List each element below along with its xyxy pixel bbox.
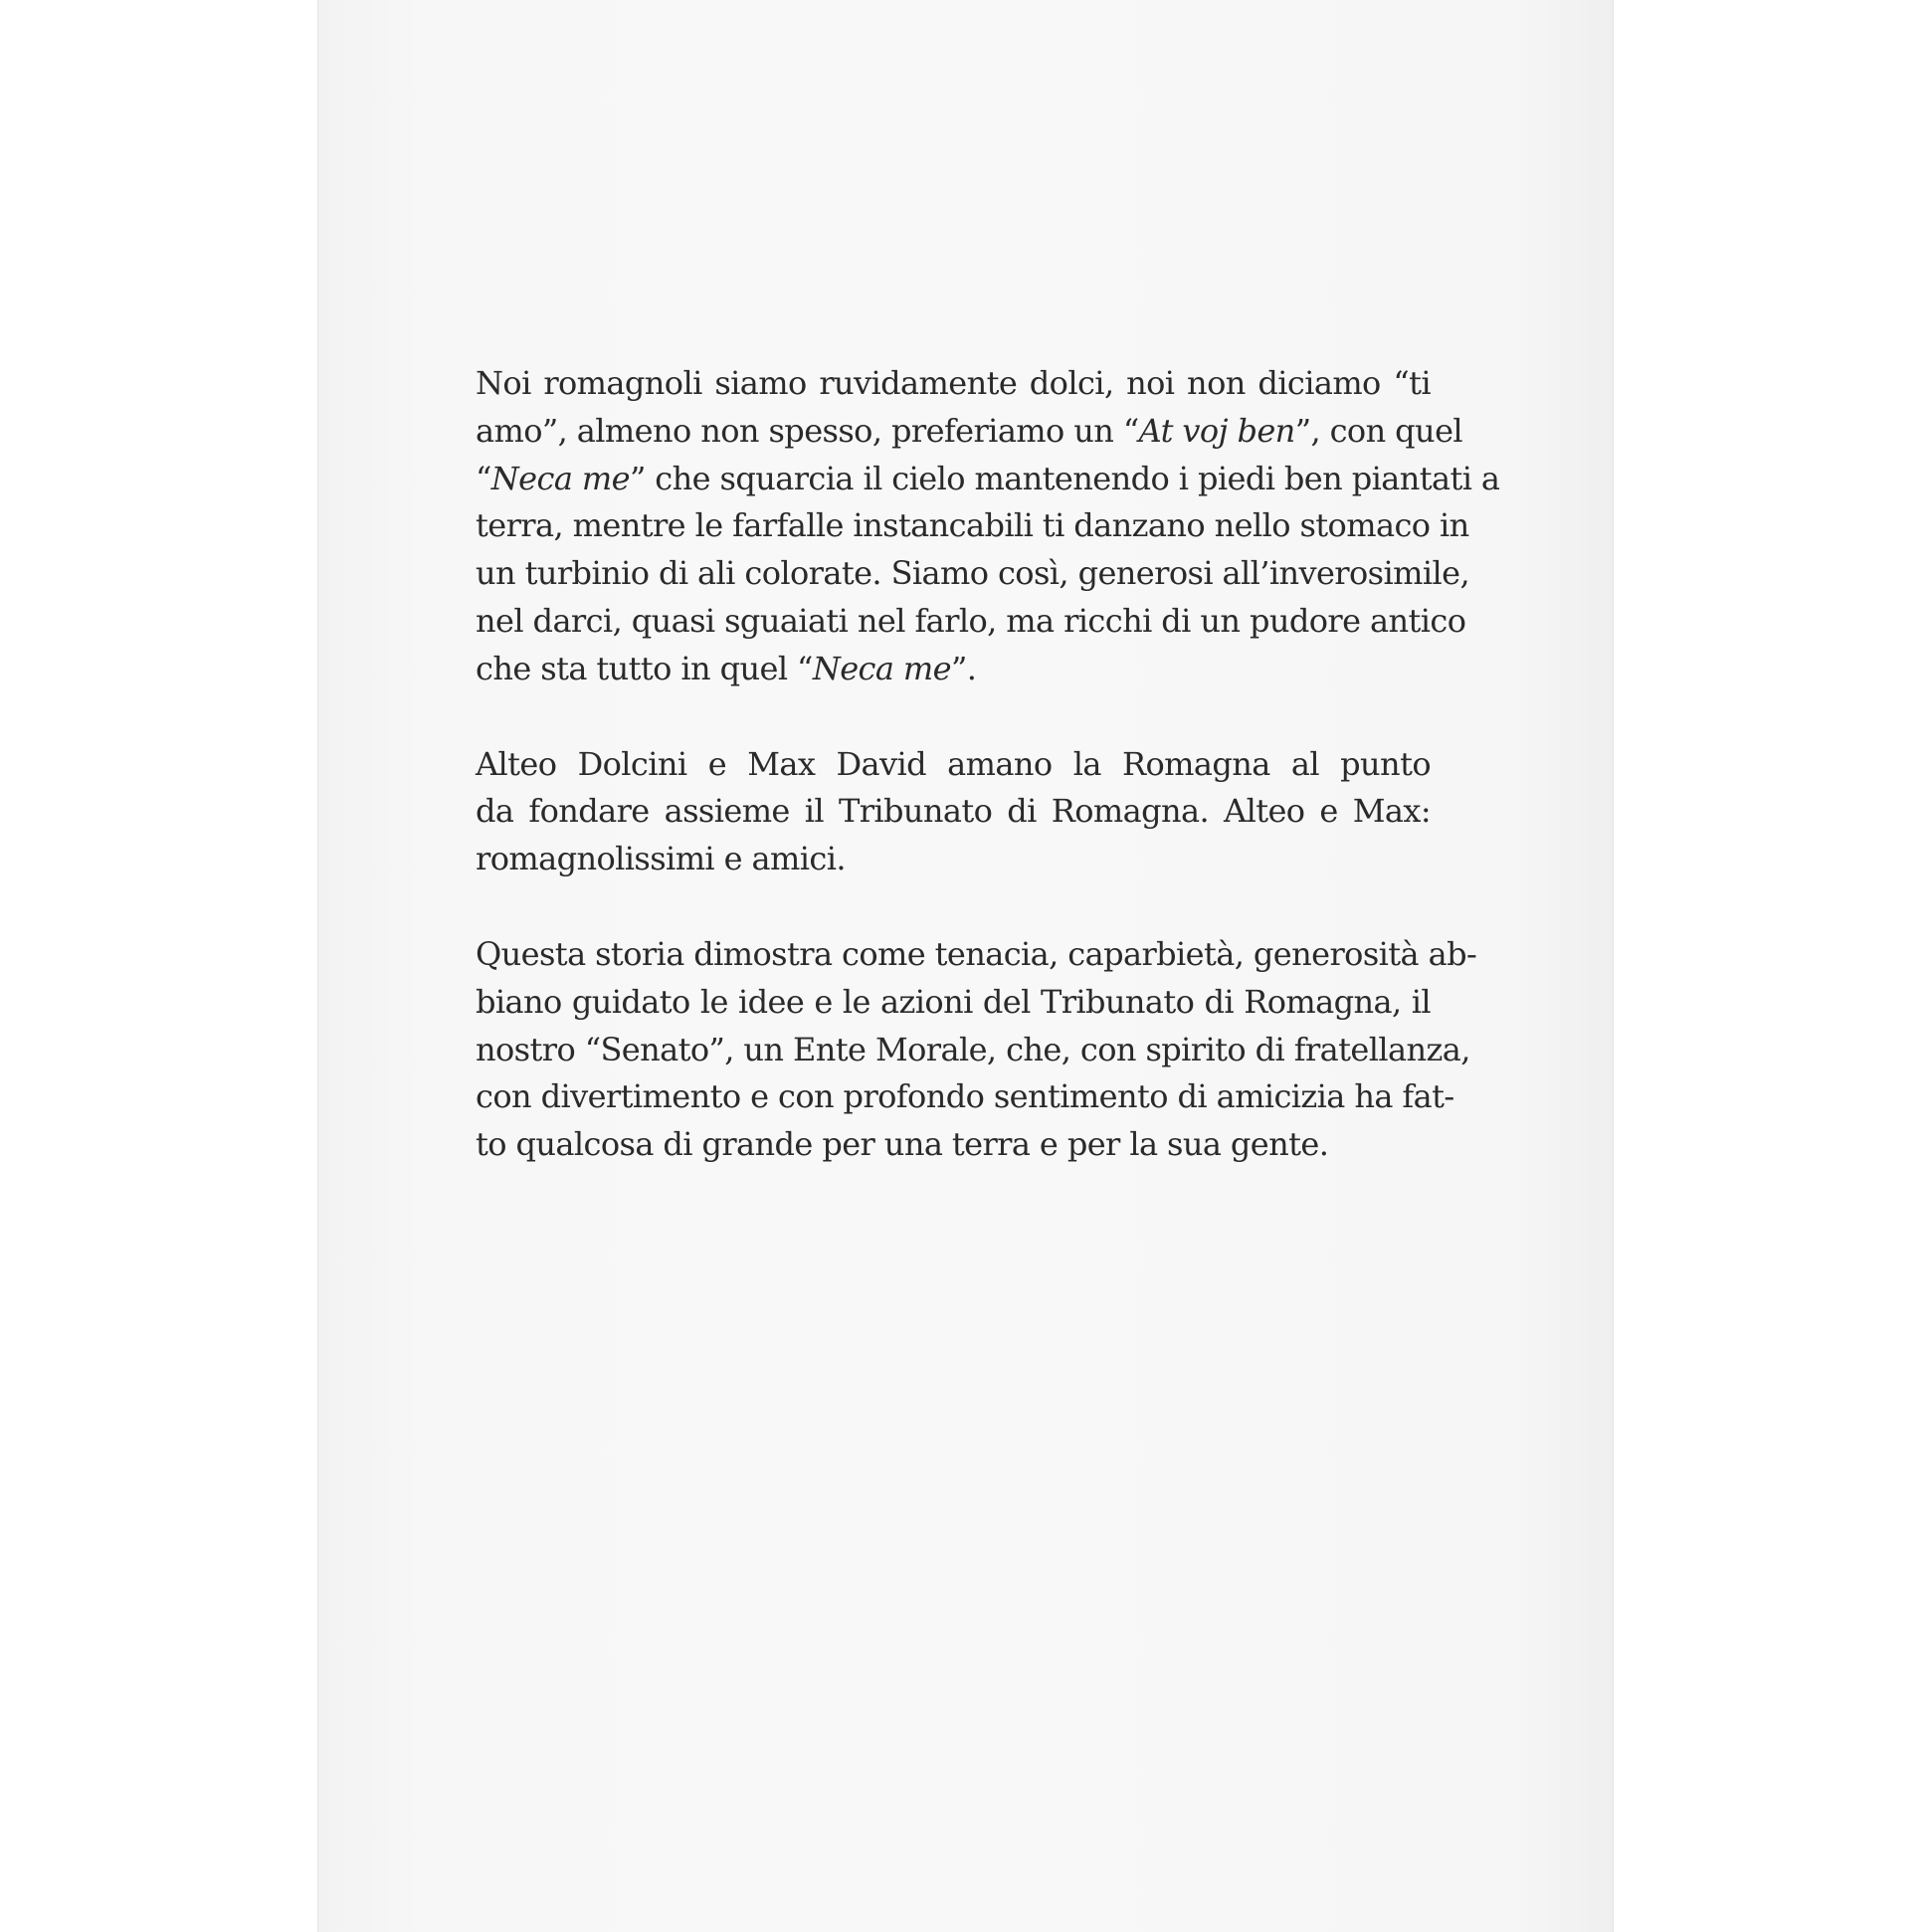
text-line: con divertimento e con profondo sentimento di amicizia ha fat- xyxy=(476,1077,1454,1116)
text-line: Noi romagnoli siamo ruvidamente dolci, noi non diciamo “ti xyxy=(476,364,1431,402)
body-text xyxy=(476,360,1500,1169)
text-line: terra, mentre le farfalle instancabili ti danzano nello stomaco in xyxy=(476,506,1469,545)
book-page xyxy=(317,0,1614,1932)
text-line: romagnolissimi e amici. xyxy=(476,840,846,878)
text-line: un turbinio di ali colorate. Siamo così, generosi all’inverosimile, xyxy=(476,554,1470,593)
paragraph xyxy=(476,741,1431,883)
text-line: amo”, almeno non spesso, preferiamo un “At voj ben”, con quel xyxy=(476,411,1463,450)
paragraph xyxy=(476,931,1477,1169)
paragraph-gap xyxy=(476,883,1431,931)
text-line: biano guidato le idee e le azioni del Tribunato di Romagna, il xyxy=(476,982,1431,1021)
text-line: nostro “Senato”, un Ente Morale, che, con spirito di fratellanza, xyxy=(476,1030,1470,1068)
text-line: to qualcosa di grande per una terra e per la sua gente. xyxy=(476,1125,1329,1164)
text-line: che sta tutto in quel “Neca me”. xyxy=(476,649,977,687)
text-line: nel darci, quasi sguaiati nel farlo, ma ricchi di un pudore antico xyxy=(476,601,1466,640)
paragraph-gap xyxy=(476,693,1431,741)
italic-phrase: Neca me xyxy=(812,649,952,687)
italic-phrase: Neca me xyxy=(490,459,630,497)
text-line: da fondare assieme il Tribunato di Romagna. Alteo e Max: xyxy=(476,792,1431,831)
italic-phrase: At voj ben xyxy=(1138,411,1295,450)
paragraph xyxy=(476,360,1500,693)
text-line: Questa storia dimostra come tenacia, caparbietà, generosità ab- xyxy=(476,934,1477,973)
text-line: Alteo Dolcini e Max David amano la Romagna al punto xyxy=(476,744,1431,783)
text-line: “Neca me” che squarcia il cielo mantenendo i piedi ben piantati a xyxy=(476,459,1500,497)
